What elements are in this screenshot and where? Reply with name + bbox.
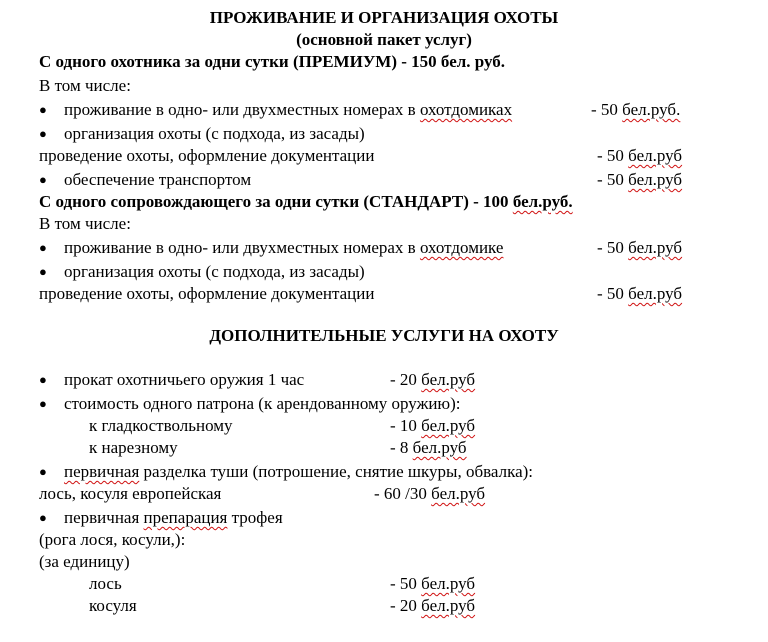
extra-carcass-text: первичная разделка туши (потрошение, снятие шкуры, обвалка):	[64, 462, 534, 481]
extra-elk-text: лось	[89, 574, 122, 593]
premium-including: В том числе:	[39, 76, 131, 95]
bullet: ●	[39, 464, 47, 479]
bullet: ●	[39, 172, 47, 187]
extra-rifled-text: к нарезному	[89, 438, 178, 457]
extra-title: ДОПОЛНИТЕЛЬНЫЕ УСЛУГИ НА ОХОТУ	[209, 326, 559, 345]
premium-item3-text: обеспечение транспортом	[64, 170, 252, 189]
bullet: ●	[39, 240, 47, 255]
extra-cartridge-text: стоимость одного патрона (к арендованному оружию):	[64, 394, 461, 413]
standard-item2-price: - 50 бел.руб	[597, 284, 683, 303]
bullet: ●	[39, 126, 47, 141]
main-subtitle: (основной пакет услуг)	[296, 30, 472, 49]
extra-rifled-price: - 8 бел.руб	[390, 438, 467, 457]
main-title: ПРОЖИВАНИЕ И ОРГАНИЗАЦИЯ ОХОТЫ	[209, 8, 559, 27]
premium-item2-price: - 50 бел.руб	[597, 146, 683, 165]
bullet: ●	[39, 510, 47, 525]
extra-elk-price: - 50 бел.руб	[390, 574, 476, 593]
standard-item1-text: проживание в одно- или двухместных номерах в охотдомике	[64, 238, 504, 257]
bullet: ●	[39, 102, 47, 117]
extra-carcass-price: - 60 /30 бел.руб	[374, 484, 486, 503]
bullet: ●	[39, 396, 47, 411]
bullet: ●	[39, 372, 47, 387]
extra-smooth-price: - 10 бел.руб	[390, 416, 476, 435]
extra-trophy-text: первичная препарация трофея	[64, 508, 283, 527]
premium-header: С одного охотника за одни сутки (ПРЕМИУМ) - 150 бел. руб.	[39, 52, 506, 71]
extra-per-unit: (за единицу)	[39, 552, 130, 571]
standard-item1-price: - 50 бел.руб	[597, 238, 683, 257]
bullet: ●	[39, 264, 47, 279]
standard-item2-cont: проведение охоты, оформление документации	[39, 284, 375, 303]
standard-header: С одного сопровождающего за одни сутки (СТАНДАРТ) - 100 бел.руб.	[39, 192, 573, 211]
standard-item2-text: организация охоты (с подхода, из засады)	[64, 262, 365, 281]
premium-item2-cont: проведение охоты, оформление документации	[39, 146, 375, 165]
premium-item1-price: - 50 бел.руб.	[591, 100, 681, 119]
premium-item1-text: проживание в одно- или двухместных номерах в охотдомиках	[64, 100, 513, 119]
extra-carcass-cont: лось, косуля европейская	[39, 484, 222, 503]
extra-trophy-cont: (рога лося, косули,):	[39, 530, 186, 549]
premium-item3-price: - 50 бел.руб	[597, 170, 683, 189]
extra-roe-text: косуля	[89, 596, 137, 615]
extra-rent-text: прокат охотничьего оружия 1 час	[64, 370, 305, 389]
extra-roe-price: - 20 бел.руб	[390, 596, 476, 615]
premium-item2-text: организация охоты (с подхода, из засады)	[64, 124, 365, 143]
extra-rent-price: - 20 бел.руб	[390, 370, 476, 389]
standard-including: В том числе:	[39, 214, 131, 233]
extra-smooth-text: к гладкоствольному	[89, 416, 233, 435]
